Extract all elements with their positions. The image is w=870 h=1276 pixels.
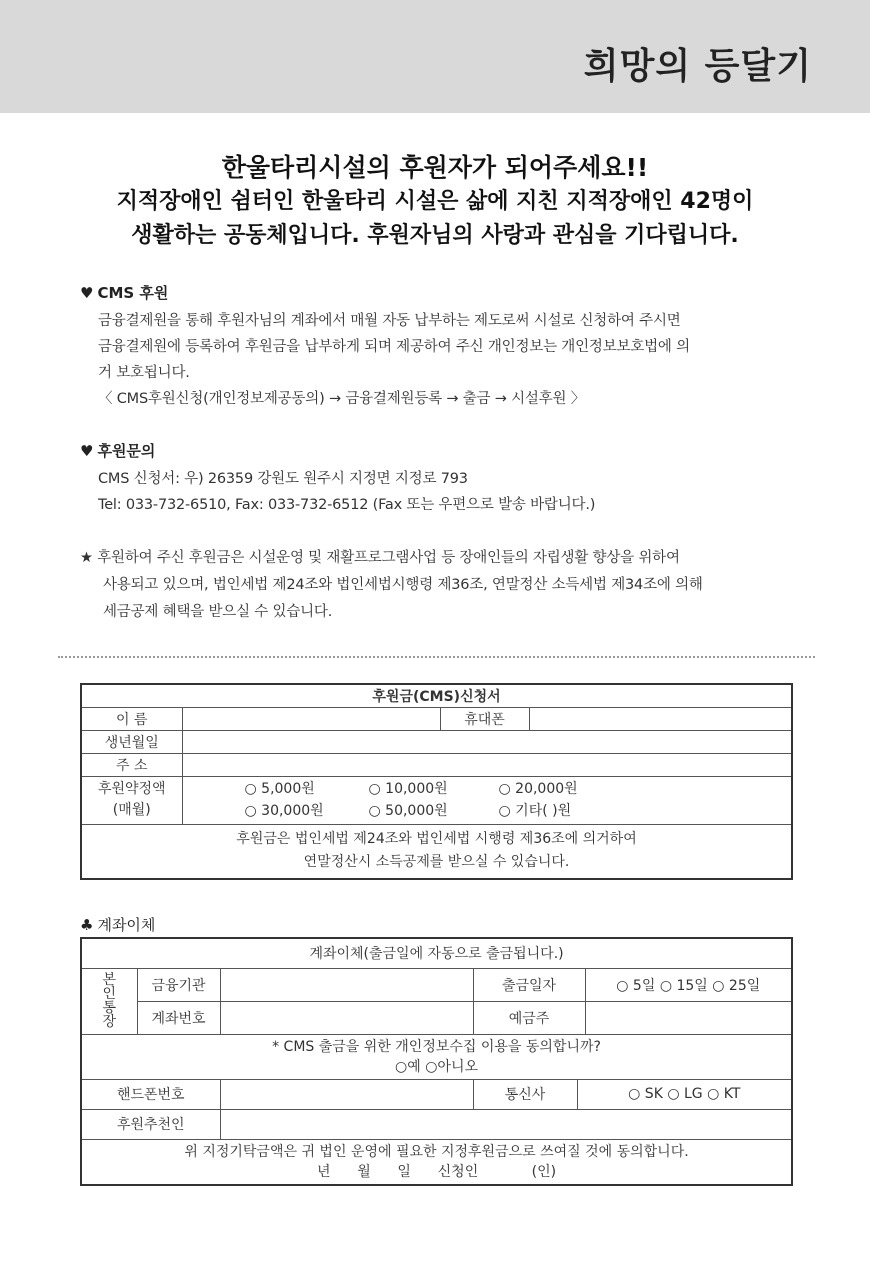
birth-input[interactable] [182, 730, 792, 753]
referrer-label: 후원추천인 [81, 1109, 220, 1139]
mobile-input[interactable] [220, 1079, 473, 1109]
account-no-label: 계좌번호 [137, 1001, 220, 1034]
phone-label: 휴대폰 [440, 707, 529, 730]
cms-form-note [81, 824, 792, 879]
carrier-options[interactable]: ○ SK ○ LG ○ KT [577, 1079, 792, 1109]
address-input[interactable] [182, 753, 792, 776]
star-icon: ★ [80, 550, 93, 566]
amount-label [81, 776, 182, 824]
agreement-cell [81, 1139, 792, 1185]
consent-cell [81, 1034, 792, 1079]
mobile-label: 핸드폰번호 [81, 1079, 220, 1109]
cms-line-1: 금융결제원을 통해 후원자님의 계좌에서 매월 자동 납부하는 제도로써 시설로 신청하여 주시면 [98, 313, 681, 329]
owner-label-char-2: 인 [102, 986, 117, 1002]
depositor-label: 예금주 [473, 1001, 585, 1034]
cms-form-note-line-2: 연말정산시 소득공제를 받으실 수 있습니다. [303, 854, 570, 871]
phone-input[interactable] [529, 707, 792, 730]
address-label: 주 소 [81, 753, 182, 776]
account-section-title [80, 914, 155, 935]
headline-line-1: 한울타리시설의 후원자가 되어주세요!! [221, 153, 649, 182]
owner-label-char-4: 장 [102, 1014, 117, 1030]
amount-option-other[interactable]: ○ 기타( )원 [498, 803, 572, 819]
headline-line-2: 지적장애인 쉼터인 한울타리 시설은 삶에 지친 지적장애인 42명이 [116, 189, 754, 214]
carrier-label: 통신사 [473, 1079, 577, 1109]
amount-options [182, 776, 792, 824]
owner-account-label [81, 968, 137, 1034]
owner-label-char-1: 본 [102, 972, 117, 988]
account-no-input[interactable] [220, 1001, 473, 1034]
inquiry-section-title [80, 440, 155, 461]
amount-label-main: 후원약정액 [97, 781, 166, 797]
cms-line-3: 거 보호됩니다. [98, 365, 190, 381]
owner-label-char-3: 통 [102, 1000, 117, 1016]
heart-icon: ♥ [80, 442, 94, 460]
amount-option-20000[interactable]: ○ 20,000원 [498, 781, 578, 797]
tax-note-line-1 [80, 546, 680, 567]
account-form-title: 계좌이체(출금일에 자동으로 출금됩니다.) [81, 938, 792, 968]
name-label: 이 름 [81, 707, 182, 730]
account-section-label: 계좌이체 [97, 916, 156, 934]
cms-section-title [80, 282, 168, 303]
amount-option-30000[interactable]: ○ 30,000원 [244, 803, 324, 819]
signature-line: 년 월 일 신청인 (인) [316, 1163, 557, 1180]
amount-option-50000[interactable]: ○ 50,000원 [368, 803, 448, 819]
inquiry-section-label: 후원문의 [97, 442, 156, 460]
amount-option-5000[interactable]: ○ 5,000원 [244, 781, 315, 797]
name-input[interactable] [182, 707, 440, 730]
headline-line-3: 생활하는 공동체입니다. 후원자님의 사랑과 관심을 기다립니다. [131, 223, 739, 248]
cms-section-label: CMS 후원 [97, 284, 169, 302]
club-icon: ♣ [80, 916, 94, 934]
tax-note-line-2: 사용되고 있으며, 법인세법 제24조와 법인세법시행령 제36조, 연말정산 소득세법 제34조에 의해 [103, 577, 703, 593]
inquiry-address: CMS 신청서: 우) 26359 강원도 원주시 지정면 지정로 793 [98, 471, 468, 487]
amount-label-sub: (매월) [112, 802, 151, 818]
tax-note-text-1: 후원하여 주신 후원금은 시설운영 및 재활프로그램사업 등 장애인들의 자립생활 향상을 위하여 [97, 550, 680, 566]
cms-line-2: 금융결제원에 등록하여 후원금을 납부하게 되며 제공하여 주신 개인정보는 개인정보보호법에 의 [98, 339, 690, 355]
cms-form-note-line-1: 후원금은 법인세법 제24조와 법인세법 시행령 제36조에 의거하여 [236, 831, 637, 848]
page-title: 희망의 등달기 [583, 46, 812, 87]
withdraw-day-label: 출금일자 [473, 968, 585, 1001]
bank-input[interactable] [220, 968, 473, 1001]
referrer-input[interactable] [220, 1109, 792, 1139]
withdraw-day-options[interactable]: ○ 5일 ○ 15일 ○ 25일 [585, 968, 792, 1001]
amount-option-10000[interactable]: ○ 10,000원 [368, 781, 448, 797]
depositor-input[interactable] [585, 1001, 792, 1034]
account-transfer-form [80, 937, 793, 1186]
heart-icon: ♥ [80, 284, 94, 302]
divider [58, 656, 815, 658]
consent-question: * CMS 출금을 위한 개인정보수집 이용을 동의합니까? [272, 1038, 601, 1055]
agreement-text: 위 지정기탁금액은 귀 법인 운영에 필요한 지정후원금으로 쓰여질 것에 동의합니다. [184, 1143, 689, 1160]
cms-application-form [80, 683, 793, 880]
cms-form-title: 후원금(CMS)신청서 [81, 684, 792, 707]
consent-options[interactable]: ○예 ○아니오 [395, 1058, 479, 1075]
birth-label: 생년월일 [81, 730, 182, 753]
cms-process-flow: 〈 CMS후원신청(개인정보제공동의) → 금융결제원등록 → 출금 → 시설후원 〉 [98, 391, 586, 407]
tax-note-line-3: 세금공제 혜택을 받으실 수 있습니다. [103, 604, 333, 620]
bank-label: 금융기관 [137, 968, 220, 1001]
inquiry-contact: Tel: 033-732-6510, Fax: 033-732-6512 (Fax 또는 우편으로 발송 바랍니다.) [98, 497, 596, 513]
